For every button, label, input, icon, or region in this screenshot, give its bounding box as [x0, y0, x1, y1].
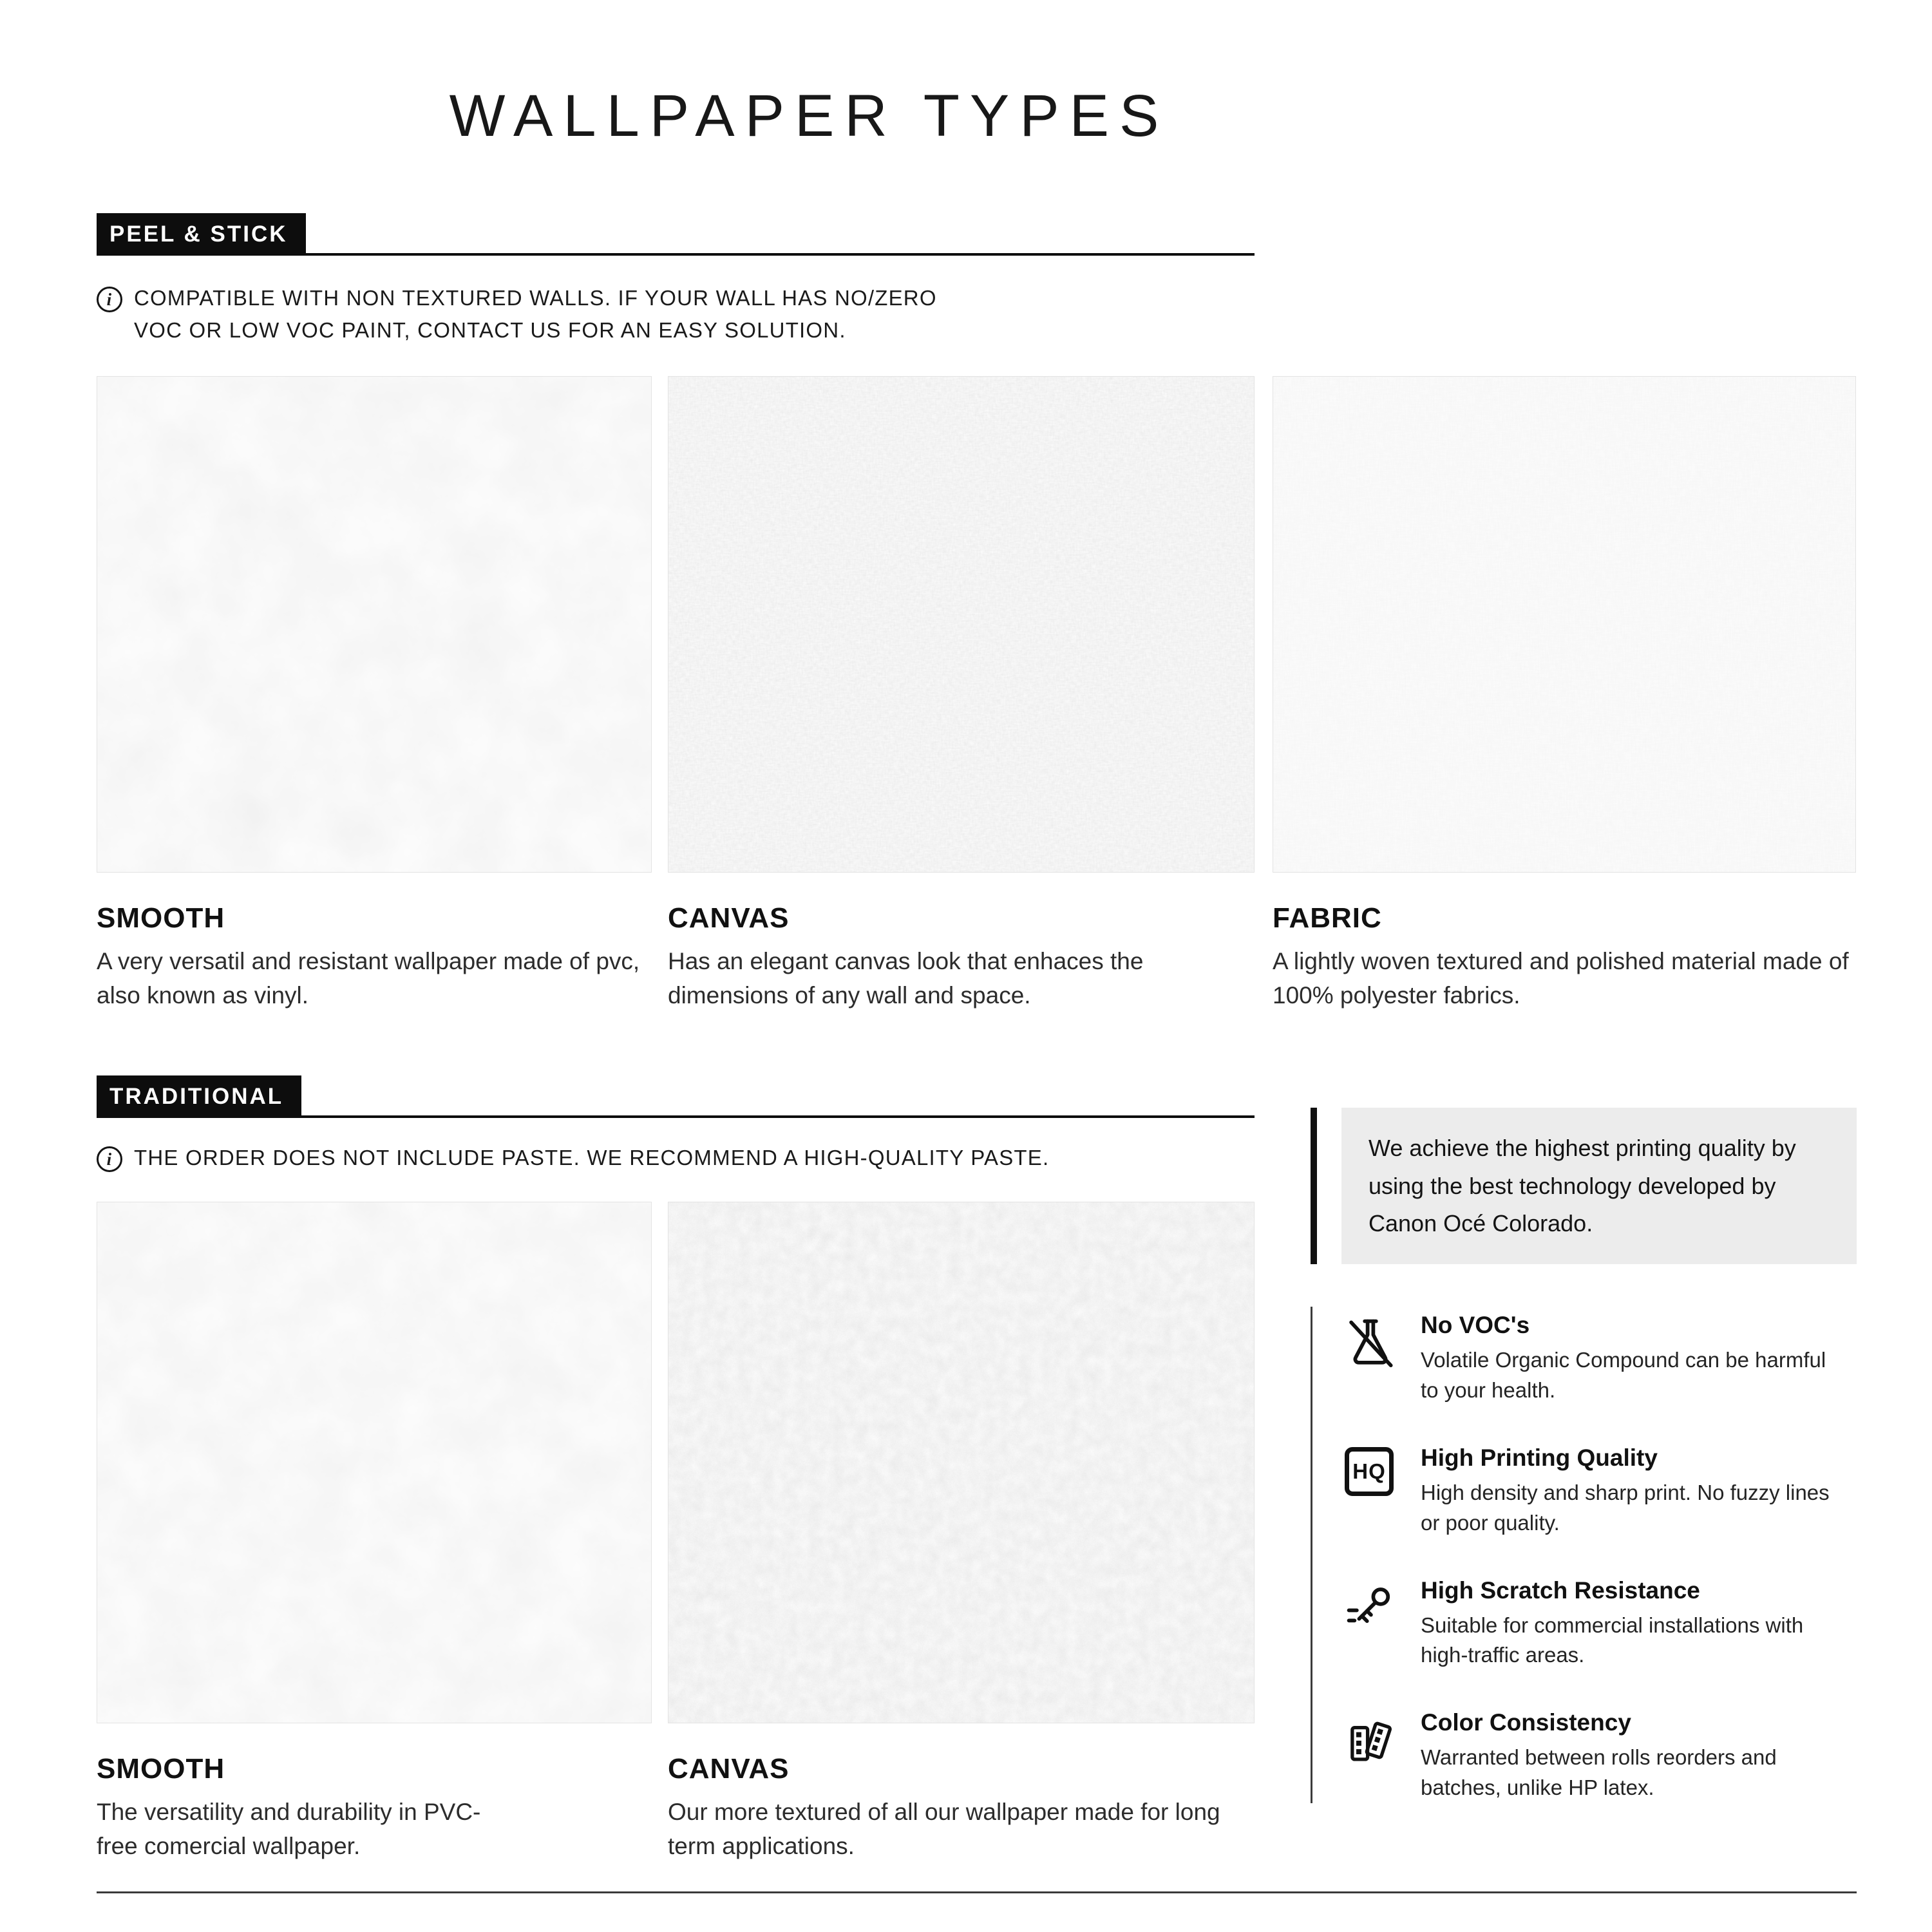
swatch-description: A very versatil and resistant wallpaper made of pvc, also known as vinyl. — [97, 948, 640, 1009]
feature-no-voc — [1312, 1312, 1857, 1406]
bottom-area — [97, 1075, 1857, 1863]
swatch-description: The versatility and durability in PVC-free comercial wallpaper. — [97, 1799, 481, 1859]
peel-stick-swatch-row — [97, 376, 1857, 1012]
feature-description: High density and sharp print. No fuzzy lines or poor quality. — [1421, 1480, 1830, 1535]
quality-note — [1311, 1108, 1857, 1264]
feature-title: High Printing Quality — [1421, 1444, 1658, 1471]
note-line: THE ORDER DOES NOT INCLUDE PASTE. WE RECOMMEND A HIGH-QUALITY PASTE. — [134, 1146, 1050, 1170]
info-icon — [97, 287, 122, 312]
note-line-1: COMPATIBLE WITH NON TEXTURED WALLS. IF YOUR WALL HAS NO/ZERO — [134, 286, 937, 310]
note-line-2: VOC OR LOW VOC PAINT, CONTACT US FOR AN EASY SOLUTION. — [134, 317, 846, 342]
feature-text — [1421, 1312, 1839, 1406]
peel-stick-section-header — [97, 213, 1255, 256]
hq-glyph: HQ — [1352, 1459, 1386, 1483]
feature-text — [1421, 1444, 1839, 1539]
feature-description: Suitable for commercial installations with high-traffic areas. — [1421, 1613, 1804, 1667]
traditional-swatch-row — [97, 1202, 1255, 1863]
feature-text — [1421, 1577, 1839, 1671]
swatch-name: CANVAS — [668, 902, 790, 934]
peel-stick-label: PEEL & STICK — [97, 213, 306, 256]
section-rule — [306, 253, 1255, 256]
feature-description: Warranted between rolls reorders and batches, unlike HP latex. — [1421, 1745, 1777, 1800]
smooth-texture-image — [97, 376, 652, 873]
feature-description: Volatile Organic Compound can be harmful to your health. — [1421, 1348, 1826, 1403]
canvas-texture-image — [668, 1202, 1255, 1723]
info-icon — [97, 1146, 122, 1172]
peel-stick-fabric-card — [1273, 376, 1856, 1012]
section-rule — [301, 1115, 1255, 1118]
traditional-smooth-card — [97, 1202, 652, 1863]
bottom-divider — [97, 1891, 1857, 1893]
peel-stick-note-text — [134, 285, 937, 343]
peel-stick-note — [97, 285, 1857, 343]
swatch-name: SMOOTH — [97, 902, 225, 934]
quality-sidebar — [1311, 1108, 1857, 1842]
feature-title: Color Consistency — [1421, 1709, 1631, 1736]
traditional-section-header — [97, 1075, 1255, 1118]
swatch-name: SMOOTH — [97, 1753, 225, 1785]
quality-note-text: We achieve the highest printing quality by using the best technology developed by Canon Océ Colorado. — [1341, 1108, 1857, 1264]
color-swatches-icon — [1342, 1712, 1399, 1768]
no-voc-icon — [1342, 1314, 1399, 1371]
feature-text — [1421, 1709, 1839, 1803]
info-glyph: i — [106, 289, 113, 309]
traditional-note — [97, 1145, 1255, 1172]
scratch-icon — [1342, 1580, 1399, 1636]
peel-stick-canvas-card — [668, 376, 1255, 1012]
swatch-description: Has an elegant canvas look that enhaces the dimensions of any wall and space. — [668, 948, 1144, 1009]
hq-icon — [1345, 1447, 1394, 1496]
swatch-name: FABRIC — [1273, 902, 1382, 934]
swatch-description: Our more textured of all our wallpaper made for long term applications. — [668, 1799, 1220, 1859]
canvas-texture-image — [668, 376, 1255, 873]
info-glyph: i — [106, 1149, 113, 1169]
traditional-canvas-card — [668, 1202, 1255, 1863]
swatch-description: A lightly woven textured and polished material made of 100% polyester fabrics. — [1273, 948, 1849, 1009]
traditional-section — [97, 1075, 1255, 1863]
peel-stick-smooth-card — [97, 376, 652, 1012]
feature-color-consistency — [1312, 1709, 1857, 1803]
features-list — [1311, 1307, 1857, 1803]
swatch-name: CANVAS — [668, 1753, 790, 1785]
smooth-texture-image — [97, 1202, 652, 1723]
feature-title: No VOC's — [1421, 1312, 1530, 1339]
page-title: WALLPAPER TYPES — [449, 83, 1170, 149]
feature-high-printing-quality — [1312, 1444, 1857, 1539]
traditional-label: TRADITIONAL — [97, 1075, 301, 1118]
feature-high-scratch-resistance — [1312, 1577, 1857, 1671]
feature-title: High Scratch Resistance — [1421, 1577, 1700, 1604]
traditional-note-text — [134, 1145, 1049, 1172]
fabric-texture-image — [1273, 376, 1856, 873]
quality-note-accent-bar — [1311, 1108, 1317, 1264]
